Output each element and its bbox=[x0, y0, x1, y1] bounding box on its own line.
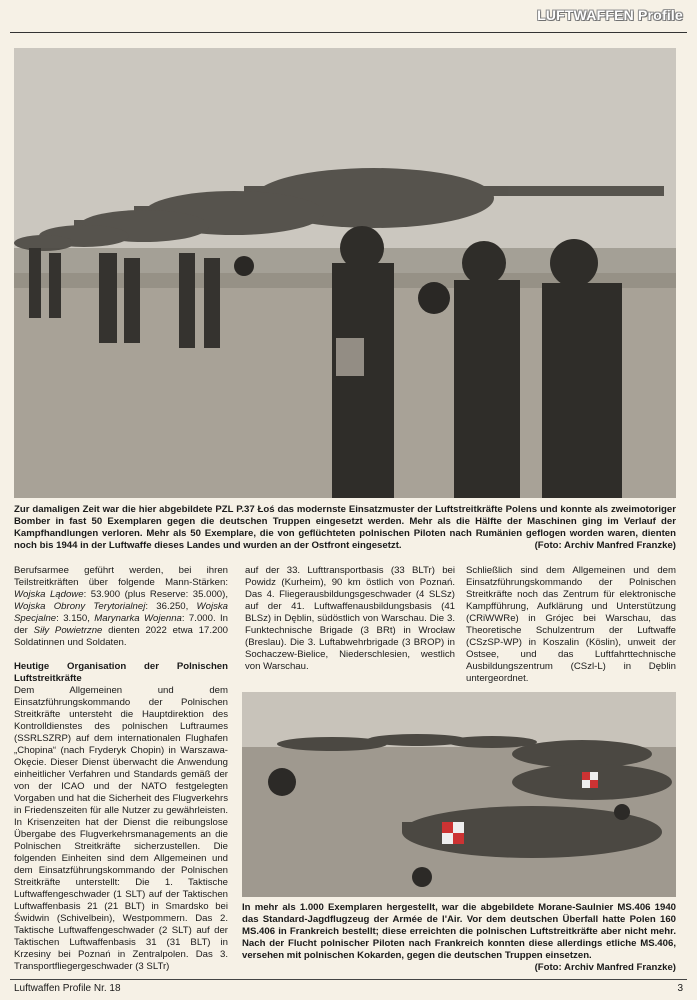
magazine-title: LUFTWAFFEN Profile bbox=[537, 7, 683, 23]
paragraph-units: auf der 33. Lufttransportbasis (33 BLTr) bei Powidz (Kurheim), 90 km östlich von Poznań. Das 4. Fliegerausbildungsgeschwader (4 SLSz) auf der 41. Luftwaffenausbildungsbasis (41 BLSz) in Dęblin, südöstlich von Warschau. Die 3. Funktechnische Brigade (3 BRt) in Wrocław (Breslau). Die 3. Luftabwehrbrigade (3 BROP) in Sochaczew-Bielice, Niederschlesien, westlich von Warschau. bbox=[245, 565, 455, 672]
caption-bottom-text: In mehr als 1.000 Exemplaren hergestellt, war die abgebildete Morane-Saulnier MS.406 1940 das Standard-Jagdflugzeug der Armée de l'Air. Vor dem deutschen Überfall hatte Polen 160 MS.406 in Frankreich bestellt; diese erreichten die polnischen Luftstreitkräfte aber nicht mehr. Nach der Flucht polnischer Piloten nach Frankreich konnten diese allerdings etliche MS.406, versehen mit polnischen Kokarden, gegen die deutschen Truppen einsetzen. bbox=[242, 902, 676, 961]
header-bar bbox=[10, 4, 687, 33]
footer-issue: Luftwaffen Profile Nr. 18 bbox=[14, 983, 121, 994]
photo-ms406-illustration bbox=[242, 692, 676, 897]
page-number: 3 bbox=[677, 983, 683, 994]
paragraph-organisation: Dem Allgemeinen und dem Einsatzführungskommando der Polnischen Streitkräfte untersteht die Hauptdirektion des Kontrolldienstes des polnischen Luftraumes (SSRLSZRP) auf dem internationalen Flughafen „Chopina“ (nach Fryderyk Chopin) in Warszawa-Okęcie. Dieser Dienst überwacht die Anwendung einheitlicher Verfahren und Standards gemäß der von der ICAO und der NATO festgelegten Vorgaben und hat die Sicherheit des Flugverkehrs in Friedenszeiten für alle Nutzer zu gewährleisten. In Krisenzeiten hat der Dienst die reibungslose Übergabe des Flugverkehrsmanagements an die Polnischen Streitkräfte sicherzustellen. Die folgenden Einheiten sind dem Allgemeinen und dem Einsatzführungskommando der Polnischen Streitkräfte unterstellt: Die 1. Taktische Luftwaffengeschwader (1 SLT) auf der Taktischen Luftwaffenbasis 21 (21 BLT) in Smardsko bei Świdwin (Schivelbein), Westpommern. Das 2. Taktische Luftwaffengeschwader (2 SLT) auf der Taktischen Luftwaffenbasis 31 (31 BLT) in Krzesiny bei Poznań in Zentralpolen. Das 3. Transportfliegergeschwader (3 SLTr) bbox=[14, 685, 228, 972]
footer-rule bbox=[10, 979, 687, 980]
caption-bottom bbox=[242, 902, 676, 974]
text-column-3 bbox=[466, 565, 676, 685]
caption-top-text: Zur damaligen Zeit war die hier abgebildete PZL P.37 Łoś das modernste Einsatzmuster der Luftstreitkräfte Polens und konnte als zweimotoriger Bomber in fast 50 Exemplaren gegen die deutschen Truppen eingesetzt werden. Mehr als die Hälfte der Maschinen ging im Verlauf der Kampfhandlungen verloren. Mehr als 50 Exemplare, die von geflüchteten polnischen Piloten nach Rumänien geflogen worden waren, dienten noch bis 1944 in der Luftwaffe dieses Landes und wurden an der Ostfront eingesetzt. bbox=[14, 504, 676, 551]
photo-ms406-row bbox=[242, 692, 676, 897]
text-column-1 bbox=[14, 565, 228, 973]
photo-pzl-p37-crews bbox=[14, 48, 676, 498]
text-column-2 bbox=[245, 565, 455, 673]
caption-top-credit: (Foto: Archiv Manfred Franzke) bbox=[534, 540, 676, 551]
caption-bottom-credit: (Foto: Archiv Manfred Franzke) bbox=[534, 962, 676, 973]
paragraph-manpower: Berufsarmee geführt werden, bei ihren Teilstreitkräften über folgende Mann-Stärken: Wojska Lądowe: 53.900 (plus Reserve: 35.000), Wojska Obrony Terytorialnej: 36.250, Wojska Specjalne: 3.150, Marynarka Wojenna: 7.000. In der Siły Powietrzne dienten 2022 etwa 17.200 Soldatinnen und Soldaten. bbox=[14, 565, 229, 648]
photo-pzl-p37-illustration bbox=[14, 48, 676, 498]
section-heading: Heutige Organisation der Polnischen Luftstreitkräfte bbox=[14, 661, 228, 684]
paragraph-centres: Schließlich sind dem Allgemeinen und dem Einsatzführungskommando der Polnischen Streitkräfte noch das Zentrum für elektronische Kampfführung, Aufklärung und Unterstützung (CRiWWRe) in Grójec bei Warschau, das Theoretische Schulzentrum der Luftwaffe (CSzSP-WP) in Koszalin (Köslin), unweit der Ostsee, und das Luftfahrttechnische Ausbildungszentrum (CSzl-L) in Dęblin untergeordnet. bbox=[466, 565, 676, 684]
caption-top bbox=[14, 504, 676, 552]
